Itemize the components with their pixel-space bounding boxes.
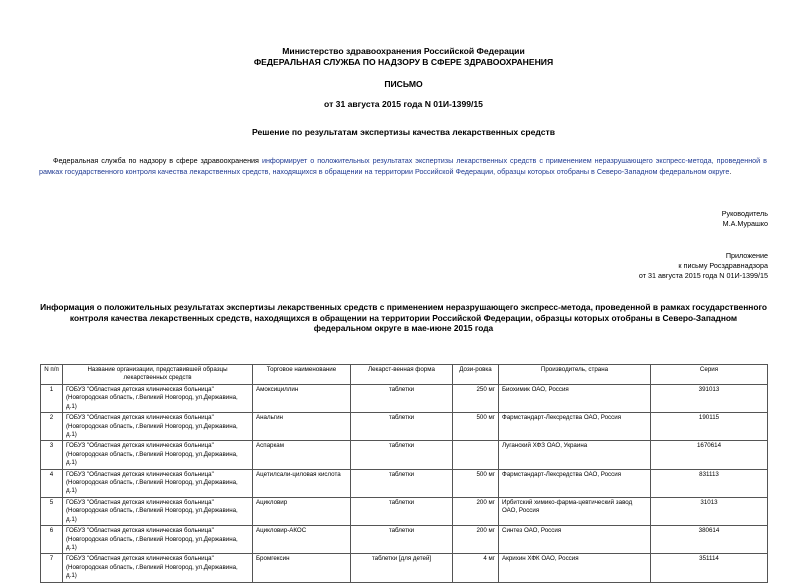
dosage-cell [453,441,499,469]
dosage-cell: 200 мг [453,497,499,525]
organization-cell: ГОБУЗ "Областная детская клиническая больница" (Новгородская область, г.Великий Новгород, ул.Державина, д.1) [63,497,253,525]
dosage-form-cell: таблетки [351,441,453,469]
dosage-form-cell: таблетки [351,526,453,554]
appendix-line-2: к письму Росздравнадзора [678,261,768,271]
manufacturer-cell: Луганский ХФЗ ОАО, Украина [499,441,651,469]
intro-paragraph [39,156,767,177]
trade-name-cell: Ацикловир-АКОС [253,526,351,554]
document-subject: Решение по результатам экспертизы качества лекарственных средств [251,127,556,137]
annex-title: Информация о положительных результатах экспертизы лекарственных средств с применением неразрушающего экспресс-метода, проведенной в рамках государственного контроля качества лекарственных средств, находящихся в обращении на территории Российской Федерации, образцы которых отобраны в Северо-Западном федеральном округе в мае-июне 2015 года [40,302,767,334]
dosage-form-cell: таблетки [351,385,453,413]
dosage-cell: 500 мг [453,413,499,441]
organization-cell: ГОБУЗ "Областная детская клиническая больница" (Новгородская область, г.Великий Новгород, ул.Державина, д.1) [63,469,253,497]
column-header-dosage: Дози-ровка [453,365,499,385]
service-name: ФЕДЕРАЛЬНАЯ СЛУЖБА ПО НАДЗОРУ В СФЕРЕ ЗДРАВООХРАНЕНИЯ [253,57,554,67]
trade-name-cell: Аспаркам [253,441,351,469]
trade-name-cell: Бромгексин [253,554,351,582]
signature-position: Руководитель [721,209,768,218]
dosage-cell: 250 мг [453,385,499,413]
batch-cell: 351114 [651,554,768,582]
trade-name-cell: Ацикловир [253,497,351,525]
batch-cell: 31013 [651,497,768,525]
table-row [41,469,768,497]
table-row [41,441,768,469]
results-table [40,364,768,583]
batch-cell: 391013 [651,385,768,413]
dosage-cell: 500 мг [453,469,499,497]
row-number: 1 [41,385,63,413]
table-row [41,554,768,582]
table-header-row [41,365,768,385]
row-number: 3 [41,441,63,469]
intro-link[interactable]: информирует о положительных результатах экспертизы лекарственных средств с применением неразрушающего экспресс-метода, проведенной в рамках государственного контроля качества лекарственных средств, находящихся в обращении на территории Российской Федерации, образцы которых отобраны в Северо-Западном федеральном округе [39,156,767,176]
dosage-form-cell: таблетки [351,497,453,525]
intro-lead: Федеральная служба по надзору в сфере здравоохранения [53,156,262,165]
trade-name-cell: Анальгин [253,413,351,441]
manufacturer-cell: Ирбитский химико-фарма-цевтический завод ОАО, Россия [499,497,651,525]
row-number: 6 [41,526,63,554]
signature-name: М.А.Мурашко [722,219,768,229]
dosage-form-cell: таблетки [351,469,453,497]
row-number: 7 [41,554,63,582]
ministry-name: Министерство здравоохранения Российской Федерации [282,46,525,56]
table-row [41,497,768,525]
document-date: от 31 августа 2015 года N 01И-1399/15 [324,99,483,109]
manufacturer-cell: Фармстандарт-Лексредства ОАО, Россия [499,413,651,441]
trade-name-cell: Амоксициллин [253,385,351,413]
column-header-number: N п/п [41,365,63,385]
organization-cell: ГОБУЗ "Областная детская клиническая больница" (Новгородская область, г.Великий Новгород, ул.Державина, д.1) [63,554,253,582]
column-header-manufacturer: Производитель, страна [499,365,651,385]
trade-name-cell: Ацетилсали-циловая кислота [253,469,351,497]
organization-cell: ГОБУЗ "Областная детская клиническая больница" (Новгородская область, г.Великий Новгород, ул.Державина, д.1) [63,385,253,413]
organization-cell: ГОБУЗ "Областная детская клиническая больница" (Новгородская область, г.Великий Новгород, ул.Державина, д.1) [63,441,253,469]
row-number: 2 [41,413,63,441]
organization-cell: ГОБУЗ "Областная детская клиническая больница" (Новгородская область, г.Великий Новгород, ул.Державина, д.1) [63,413,253,441]
table-row [41,385,768,413]
dosage-cell: 4 мг [453,554,499,582]
organization-cell: ГОБУЗ "Областная детская клиническая больница" (Новгородская область, г.Великий Новгород, ул.Державина, д.1) [63,526,253,554]
table-row [41,526,768,554]
manufacturer-cell: Синтез ОАО, Россия [499,526,651,554]
dosage-form-cell: таблетки [351,413,453,441]
row-number: 5 [41,497,63,525]
row-number: 4 [41,469,63,497]
intro-tail: . [729,166,732,176]
dosage-form-cell: таблетки [для детей] [351,554,453,582]
batch-cell: 831113 [651,469,768,497]
column-header-organization: Название организации, представившей образцы лекарственных средств [63,365,253,385]
column-header-batch: Серия [651,365,768,385]
column-header-dosage-form: Лекарст-венная форма [351,365,453,385]
manufacturer-cell: Акрихин ХФК ОАО, Россия [499,554,651,582]
dosage-cell: 200 мг [453,526,499,554]
manufacturer-cell: Биохимик ОАО, Россия [499,385,651,413]
column-header-trade-name: Торговое наименование [253,365,351,385]
appendix-reference [639,251,768,282]
manufacturer-cell: Фармстандарт-Лексредства ОАО, Россия [499,469,651,497]
appendix-line-3: от 31 августа 2015 года N 01И-1399/15 [638,271,768,281]
document-type: ПИСЬМО [384,79,423,89]
signature-block [722,209,768,229]
batch-cell: 380614 [651,526,768,554]
batch-cell: 190115 [651,413,768,441]
batch-cell: 1670614 [651,441,768,469]
table-row [41,413,768,441]
appendix-line-1: Приложение [725,251,768,260]
